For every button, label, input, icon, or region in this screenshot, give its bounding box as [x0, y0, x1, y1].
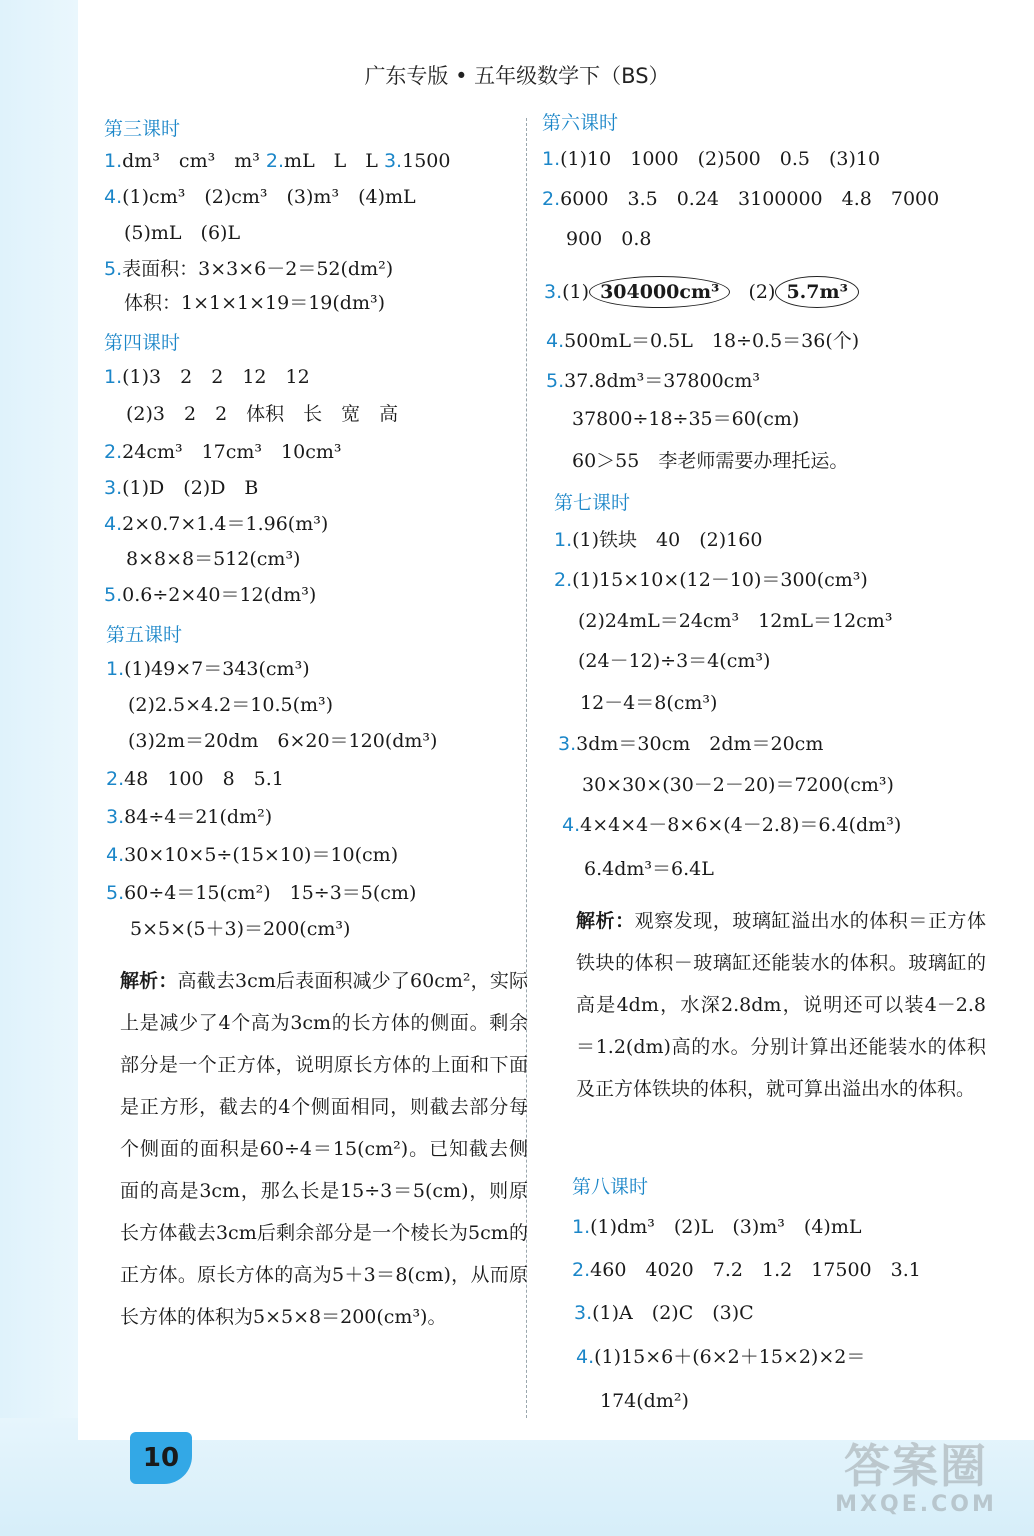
answer-text: mL L L [284, 150, 378, 172]
answer-line: 174(dm²) [600, 1390, 689, 1412]
answer-line [104, 475, 258, 501]
answer-text: 24cm³ 17cm³ 10cm³ [122, 441, 342, 463]
answer-text: (1)A (2)C (3)C [592, 1302, 754, 1324]
answer-text: dm³ cm³ m³ [122, 150, 260, 172]
answer-text: (1)dm³ (2)L (3)m³ (4)mL [590, 1216, 862, 1238]
answer-line [554, 567, 868, 593]
answer-text: (1)3 2 2 12 12 [122, 366, 310, 388]
answer-line [106, 766, 284, 792]
question-number: 5. [546, 370, 565, 392]
answer-line [104, 184, 416, 210]
answer-line [554, 527, 762, 553]
question-number: 5. [106, 882, 125, 904]
question-number: 2. [542, 188, 561, 210]
section-title-lesson3: 第三课时 [104, 118, 181, 140]
question-number: 2. [265, 150, 285, 172]
question-number: 2. [572, 1259, 591, 1281]
answer-line [572, 1257, 921, 1283]
answer-line [104, 256, 393, 282]
answer-line: 37800÷18÷35＝60(cm) [572, 408, 800, 430]
answer-line [106, 804, 272, 830]
answer-text: 0.6÷2×40＝12(dm³) [122, 584, 317, 606]
answer-line: 900 0.8 [566, 228, 652, 250]
section-title-lesson6: 第六课时 [542, 112, 619, 134]
answer-line [546, 368, 760, 394]
answer-line: 30×30×(30－2－20)＝7200(cm³) [582, 774, 894, 796]
answer-line [558, 731, 823, 757]
answer-text: 500mL＝0.5L 18÷0.5＝36(个) [564, 330, 860, 352]
answer-line [574, 1300, 754, 1326]
answer-text: 表面积：3×3×6－2＝52(dm²) [122, 258, 394, 280]
answer-line [106, 880, 416, 906]
answer-text: 48 100 8 5.1 [124, 768, 284, 790]
answer-text: (1)15×6＋(6×2＋15×2)×2＝ [594, 1346, 866, 1368]
answer-line: 5×5×(5＋3)＝200(cm³) [130, 918, 351, 940]
page-number-badge: 10 [130, 1432, 192, 1484]
answer-text: 84÷4＝21(dm²) [124, 806, 273, 828]
answer-text: (2) [748, 281, 776, 303]
answer-line: 12－4＝8(cm³) [580, 692, 718, 714]
answer-text: 60÷4＝15(cm²) 15÷3＝5(cm) [124, 882, 417, 904]
question-number: 4. [104, 186, 123, 208]
answer-line: (2)3 2 2 体积 长 宽 高 [126, 403, 399, 425]
question-number: 3. [106, 806, 125, 828]
circled-answer: 5.7m³ [775, 276, 858, 308]
answer-line [106, 842, 398, 868]
answer-line [104, 364, 310, 390]
answer-text: (1)cm³ (2)cm³ (3)m³ (4)mL [122, 186, 416, 208]
analysis-label: 解析： [120, 970, 178, 992]
question-number: 4. [546, 330, 565, 352]
analysis-text: 观察发现，玻璃缸溢出水的体积＝正方体铁块的体积－玻璃缸还能装水的体积。玻璃缸的高是4dm，水深2.8dm，说明还可以装4－2.8＝1.2(dm)高的水。分别计算出还能装水的体积及正方体铁块的体积，就可算出溢出水的体积。 [576, 910, 986, 1100]
answer-text: (1)10 1000 (2)500 0.5 (3)10 [560, 148, 881, 170]
answer-line [104, 439, 342, 465]
question-number: 2. [106, 768, 125, 790]
answer-text: (1)49×7＝343(cm³) [124, 658, 310, 680]
analysis-text: 高截去3cm后表面积减少了60cm²，实际上是减少了4个高为3cm的长方体的侧面。剩余部分是一个正方体，说明原长方体的上面和下面是正方形，截去的4个侧面相同，则截去部分每个侧面的面积是60÷4＝15(cm²)。已知截去侧面的高是3cm，那么长是15÷3＝5(cm)，则原长方体截去3cm后剩余部分是一个棱长为5cm的正方体。原长方体的高为5＋3＝8(cm)，从而原长方体的体积为5×5×8＝200(cm³)。 [120, 970, 528, 1328]
question-number: 4. [106, 844, 125, 866]
answer-line: (2)2.5×4.2＝10.5(m³) [128, 694, 334, 716]
question-number: 2. [104, 441, 123, 463]
answer-line [104, 148, 450, 174]
question-number: 1. [554, 529, 573, 551]
answer-text: 37.8dm³＝37800cm³ [564, 370, 760, 392]
question-number: 2. [554, 569, 573, 591]
answer-text: 460 4020 7.2 1.2 17500 3.1 [590, 1259, 921, 1281]
answer-line [572, 1214, 861, 1240]
question-number: 1. [104, 150, 123, 172]
answer-text: 3dm＝30cm 2dm＝20cm [576, 733, 824, 755]
section-title-lesson4: 第四课时 [104, 332, 181, 354]
question-number: 3. [383, 150, 403, 172]
answer-line [576, 1344, 865, 1370]
answer-line: 60＞55 李老师需要办理托运。 [572, 450, 849, 472]
section-title-lesson7: 第七课时 [554, 492, 631, 514]
question-number: 4. [576, 1346, 595, 1368]
watermark-logo [816, 1440, 1016, 1530]
page-header: 广东专版 • 五年级数学下（BS） [364, 64, 670, 88]
answer-line: (3)2m＝20dm 6×20＝120(dm³) [128, 730, 438, 752]
answer-text: 4×4×4－8×6×(4－2.8)＝6.4(dm³) [580, 814, 902, 836]
watermark-text: 答案圈 [844, 1439, 988, 1493]
watermark-url: MXQE.COM [835, 1492, 997, 1517]
answer-text: 1500 [402, 150, 451, 172]
answer-text: (1)铁块 40 (2)160 [572, 529, 763, 551]
answer-line [546, 328, 859, 354]
answer-line: 8×8×8＝512(cm³) [126, 548, 301, 570]
analysis-paragraph [120, 960, 528, 1338]
question-number: 5. [104, 258, 123, 280]
circled-answer: 304000cm³ [589, 276, 730, 308]
question-number: 3. [574, 1302, 593, 1324]
answer-line: 体积：1×1×1×19＝19(dm³) [124, 292, 385, 314]
answer-line [544, 276, 859, 308]
answer-text: (1) [562, 281, 590, 303]
answer-line [542, 186, 939, 212]
question-number: 1. [572, 1216, 591, 1238]
answer-text: (1)15×10×(12－10)＝300(cm³) [572, 569, 868, 591]
question-number: 5. [104, 584, 123, 606]
question-number: 3. [544, 281, 563, 303]
answer-line: 6.4dm³＝6.4L [584, 858, 714, 880]
answer-text: 30×10×5÷(15×10)＝10(cm) [124, 844, 399, 866]
answer-line [542, 146, 880, 172]
analysis-label: 解析： [576, 910, 635, 932]
answer-line: (2)24mL＝24cm³ 12mL＝12cm³ [578, 610, 893, 632]
section-title-lesson5: 第五课时 [106, 624, 183, 646]
question-number: 1. [542, 148, 561, 170]
answer-line [106, 656, 310, 682]
question-number: 4. [104, 513, 123, 535]
left-margin-band [0, 0, 78, 1536]
answer-text: 6000 3.5 0.24 3100000 4.8 7000 [560, 188, 940, 210]
answer-line: (24－12)÷3＝4(cm³) [578, 650, 771, 672]
answer-line [562, 812, 901, 838]
question-number: 1. [106, 658, 125, 680]
question-number: 3. [104, 477, 123, 499]
question-number: 1. [104, 366, 123, 388]
answer-line: (5)mL (6)L [124, 222, 241, 244]
question-number: 3. [558, 733, 577, 755]
answer-line [104, 582, 316, 608]
section-title-lesson8: 第八课时 [572, 1176, 649, 1198]
analysis-paragraph [576, 900, 986, 1110]
question-number: 4. [562, 814, 581, 836]
answer-text: 2×0.7×1.4＝1.96(m³) [122, 513, 329, 535]
answer-text: (1)D (2)D B [122, 477, 259, 499]
answer-line [104, 511, 328, 537]
